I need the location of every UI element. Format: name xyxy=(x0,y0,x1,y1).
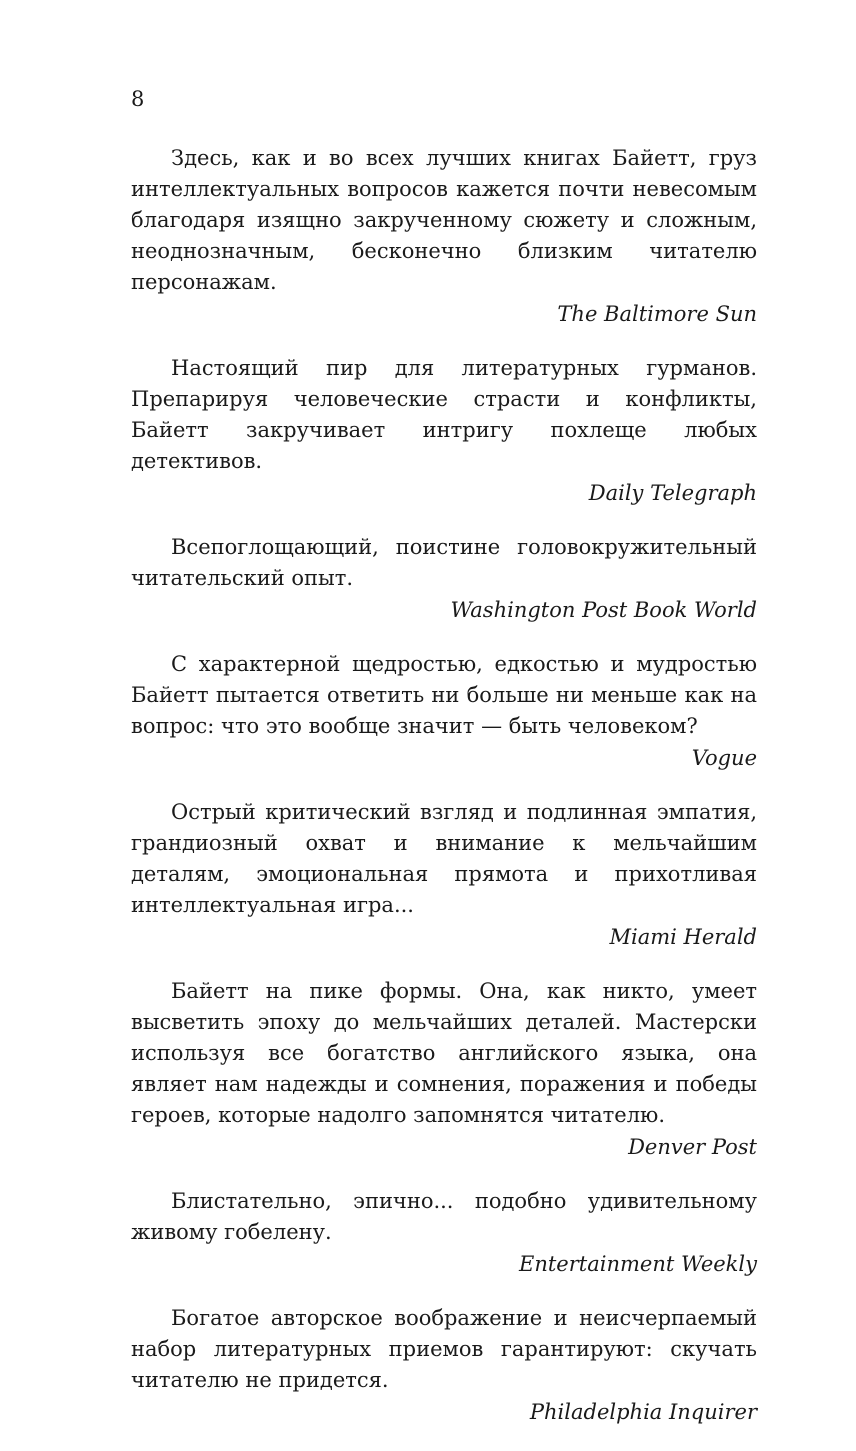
review-quote: Блистательно, эпично... подобно удивительному живому гобелену. xyxy=(131,1189,757,1244)
review-quote: Настоящий пир для литературных гурманов. Препарируя человеческие страсти и конфликты, Байетт закручивает интригу похлеще любых детективов. xyxy=(131,356,757,473)
review-denver-post xyxy=(131,976,757,1163)
review-washington-post xyxy=(131,532,757,626)
review-source: Denver Post xyxy=(628,1135,757,1159)
page-number: 8 xyxy=(131,87,145,111)
review-baltimore-sun xyxy=(131,143,757,330)
review-quote: Богатое авторское воображение и неисчерпаемый набор литературных приемов гарантируют: скучать читателю не придется. xyxy=(131,1306,757,1392)
review-quote: Здесь, как и во всех лучших книгах Байетт, груз интеллектуальных вопросов кажется почти невесомым благодаря изящно закрученному сюжету и сложным, неоднозначным, бесконечно близким читателю персонажам. xyxy=(131,146,757,294)
review-entertainment-weekly xyxy=(131,1186,757,1280)
reviews-list xyxy=(131,143,757,1451)
review-miami-herald xyxy=(131,797,757,953)
review-quote: С характерной щедростью, едкостью и мудростью Байетт пытается ответить ни больше ни меньше как на вопрос: что это вообще значит — быть человеком? xyxy=(131,652,757,738)
review-vogue xyxy=(131,649,757,774)
review-source: Washington Post Book World xyxy=(450,598,757,622)
review-source: Vogue xyxy=(691,746,757,770)
review-daily-telegraph xyxy=(131,353,757,509)
review-source: Entertainment Weekly xyxy=(519,1252,757,1276)
review-quote: Всепоглощающий, поистине головокружительный читательский опыт. xyxy=(131,535,757,590)
review-source: Miami Herald xyxy=(609,925,757,949)
review-quote: Байетт на пике формы. Она, как никто, умеет высветить эпоху до мельчайших деталей. Мастерски используя все богатство английского языка, она являет нам надежды и сомнения, поражения и победы героев, которые надолго запомнятся читателю. xyxy=(131,979,757,1127)
review-quote: Острый критический взгляд и подлинная эмпатия, грандиозный охват и внимание к мельчайшим деталям, эмоциональная прямота и прихотливая интеллектуальная игра... xyxy=(131,800,757,917)
review-philadelphia-inquirer xyxy=(131,1303,757,1428)
review-source: Philadelphia Inquirer xyxy=(529,1400,757,1424)
review-source: The Baltimore Sun xyxy=(557,302,757,326)
review-source: Daily Telegraph xyxy=(588,481,757,505)
